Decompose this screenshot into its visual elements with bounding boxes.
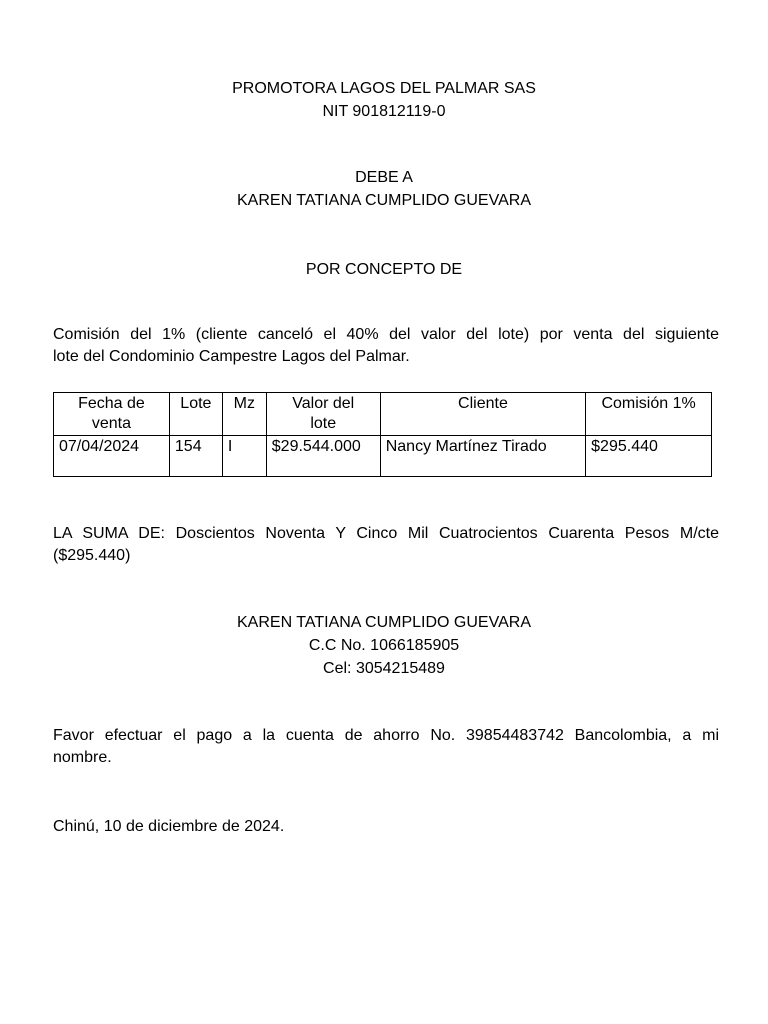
- header-valor-line2: lote: [310, 415, 337, 432]
- commission-table: [53, 392, 712, 477]
- place-date-text: Chinú, 10 de diciembre de 2024.: [53, 818, 285, 835]
- header-fecha: [54, 393, 170, 436]
- header-comision: Comisión 1%: [586, 393, 712, 436]
- cell-fecha: 07/04/2024: [54, 436, 170, 477]
- signer-phone: Cel: 3054215489: [323, 660, 445, 677]
- cell-valor: $29.544.000: [266, 436, 380, 477]
- table-row: [54, 436, 712, 477]
- cell-comision: $295.440: [586, 436, 712, 477]
- header-fecha-line1: Fecha de: [78, 395, 145, 412]
- payment-paragraph: [53, 725, 719, 769]
- table-header-row: [54, 393, 712, 436]
- payment-line-1: Favor efectuar el pago a la cuenta de ahorro No. 39854483742 Bancolombia, a mi: [53, 727, 719, 744]
- sum-line-2: ($295.440): [53, 547, 131, 564]
- signer-id: C.C No. 1066185905: [308, 637, 460, 654]
- description-paragraph: [53, 324, 719, 368]
- company-nit: NIT 901812119-0: [322, 103, 446, 120]
- company-header: [0, 77, 768, 123]
- cell-cliente: Nancy Martínez Tirado: [380, 436, 585, 477]
- header-mz: Mz: [222, 393, 266, 436]
- creditor-name: KAREN TATIANA CUMPLIDO GUEVARA: [237, 192, 531, 209]
- company-name: PROMOTORA LAGOS DEL PALMAR SAS: [232, 80, 536, 97]
- place-date: [53, 816, 719, 838]
- header-valor: [266, 393, 380, 436]
- concept-label: POR CONCEPTO DE: [305, 261, 463, 278]
- header-valor-line1: Valor del: [292, 395, 355, 412]
- cell-lote: 154: [169, 436, 222, 477]
- signer-name: KAREN TATIANA CUMPLIDO GUEVARA: [237, 614, 531, 631]
- header-fecha-line2: venta: [91, 415, 132, 432]
- debe-a-label: DEBE A: [355, 169, 413, 186]
- description-line-2: lote del Condominio Campestre Lagos del Palmar.: [53, 348, 410, 365]
- cell-mz: I: [222, 436, 266, 477]
- signature-block: [0, 611, 768, 680]
- description-line-1: Comisión del 1% (cliente canceló el 40% del valor del lote) por venta del siguiente: [53, 326, 719, 343]
- header-cliente: Cliente: [380, 393, 585, 436]
- sum-line-1: LA SUMA DE: Doscientos Noventa Y Cinco Mil Cuatrocientos Cuarenta Pesos M/cte: [53, 525, 719, 542]
- debtor-block: [0, 166, 768, 212]
- sum-paragraph: [53, 523, 719, 567]
- header-lote: Lote: [169, 393, 222, 436]
- payment-line-2: nombre.: [53, 749, 112, 766]
